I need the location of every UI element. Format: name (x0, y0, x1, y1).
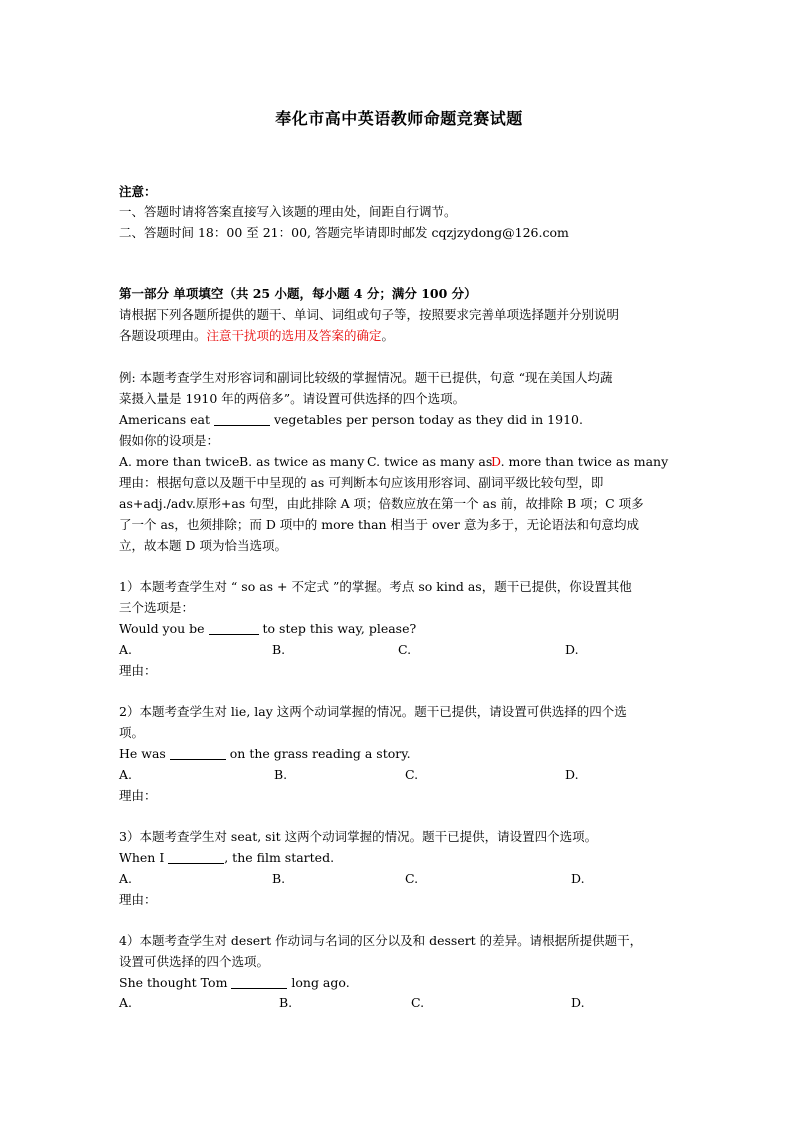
q4-desc-line2: 设置可供选择的四个选项。 (119, 954, 270, 969)
q3-sentence-start: When I (119, 850, 169, 865)
q1-option-d: D. (565, 642, 579, 657)
part1-heading: 第一部分 单项填空（共 25 小题，每小题 4 分；满分 100 分） (119, 286, 477, 301)
notice-item-2: 二、答题时间 18：00 至 21：00, 答题完毕请即时邮发 cqzjzydong@126.com (119, 225, 569, 240)
q3-reason: 理由： (119, 892, 157, 907)
q2-desc-line1: 2）本题考查学生对 lie, lay 这两个动词掌握的情况。题干已提供，请设置可供选择的四个选 (119, 704, 627, 719)
notice-heading: 注意： (119, 184, 157, 199)
q2-sentence (119, 744, 411, 764)
q1-sentence-start: Would you be (119, 621, 209, 636)
answer-blank (231, 974, 287, 989)
example-sentence-start: Americans eat (119, 412, 214, 427)
q1-option-b: B. (272, 642, 286, 657)
q3-option-c: C. (405, 871, 419, 886)
example-option-a: A. more than twice (119, 454, 240, 469)
answer-blank (214, 411, 270, 426)
part1-intro-line1: 请根据下列各题所提供的题干、单词、词组或句子等，按照要求完善单项选择题并分别说明 (119, 307, 620, 322)
q3-option-a: A. (119, 871, 133, 886)
example-if-label: 假如你的设项是： (119, 433, 220, 448)
q1-desc-line1: 1）本题考查学生对 “ so as + 不定式 ”的掌握。考点 so kind as，题干已提供，你设置其他 (119, 579, 632, 594)
q1-sentence (119, 619, 416, 639)
answer-blank (209, 620, 259, 635)
example-reason-line1: 理由：根据句意以及题干中呈现的 as 可判断本句应该用形容词、副词平级比较句型，即 (119, 475, 604, 490)
notice-item-1: 一、答题时请将答案直接写入该题的理由处，间距自行调节。 (119, 204, 457, 219)
example-sentence (119, 410, 583, 430)
example-option-b: B. as twice as many (239, 454, 365, 469)
answer-blank (170, 745, 226, 760)
q2-sentence-end: on the grass reading a story. (225, 746, 411, 761)
part1-intro-end: 。 (381, 328, 395, 343)
page-title: 奉化市高中英语教师命题竞赛试题 (275, 109, 523, 128)
example-desc-line1: 例: 本题考查学生对形容词和副词比较级的掌握情况。题干已提供，句意 “现在美国人均蔬 (119, 370, 613, 385)
q2-sentence-start: He was (119, 746, 170, 761)
q4-option-b: B. (279, 995, 293, 1010)
example-desc-line2: 菜摄入量是 1910 年的两倍多”。请设置可供选择的四个选项。 (119, 391, 466, 406)
q2-reason: 理由： (119, 788, 157, 803)
q4-sentence (119, 973, 350, 993)
q2-option-c: C. (405, 767, 419, 782)
example-option-d-letter: D (491, 454, 501, 469)
example-option-c: C. twice as many as (367, 454, 493, 469)
q4-option-c: C. (411, 995, 425, 1010)
q2-option-a: A. (119, 767, 133, 782)
example-option-d-text: . more than twice as many (500, 454, 669, 469)
q3-sentence (119, 848, 334, 868)
part1-intro-line2 (119, 326, 394, 346)
q4-sentence-end: long ago. (287, 975, 350, 990)
example-reason-line4: 立，故本题 D 项为恰当选项。 (119, 538, 287, 553)
example-reason-line2: as+adj./adv.原形+as 句型，由此排除 A 项；倍数应放在第一个 as 前，故排除 B 项；C 项多 (119, 496, 644, 511)
example-option-d (491, 452, 668, 472)
q1-desc-line2: 三个选项是： (119, 600, 195, 615)
q2-desc-line2: 项。 (119, 725, 145, 740)
example-sentence-end: vegetables per person today as they did in 1910. (270, 412, 583, 427)
q3-desc-line1: 3）本题考查学生对 seat, sit 这两个动词掌握的情况。题干已提供，请设置四个选项。 (119, 829, 598, 844)
q3-option-d: D. (571, 871, 585, 886)
answer-blank (168, 849, 224, 864)
q4-option-a: A. (119, 995, 133, 1010)
q1-reason: 理由： (119, 663, 157, 678)
q4-option-d: D. (571, 995, 585, 1010)
q1-option-a: A. (119, 642, 133, 657)
q2-option-d: D. (565, 767, 579, 782)
part1-intro-text: 各题设项理由。 (119, 328, 207, 343)
part1-intro-red-note: 注意干扰项的选用及答案的确定 (206, 328, 382, 343)
q4-desc-line1: 4）本题考查学生对 desert 作动词与名词的区分以及和 dessert 的差异。请根据所提供题干， (119, 933, 643, 948)
q3-option-b: B. (272, 871, 286, 886)
example-reason-line3: 了一个 as，也须排除；而 D 项中的 more than 相当于 over 意为多于，无论语法和句意均成 (119, 517, 639, 532)
q4-sentence-start: She thought Tom (119, 975, 232, 990)
q2-option-b: B. (274, 767, 288, 782)
q1-sentence-end: to step this way, please? (258, 621, 417, 636)
q3-sentence-end: , the film started. (224, 850, 335, 865)
q1-option-c: C. (398, 642, 412, 657)
